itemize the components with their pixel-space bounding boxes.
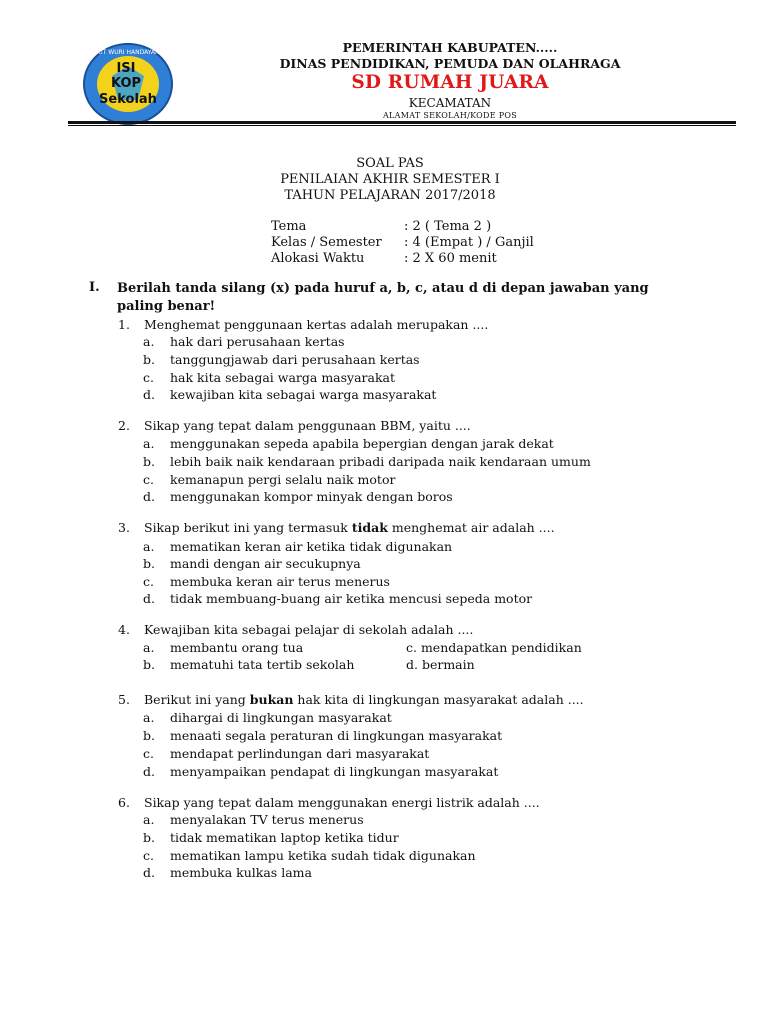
question-stem: Sikap berikut ini yang termasuk tidak menghemat air adalah .... <box>144 520 555 535</box>
question-number: 1. <box>118 317 130 332</box>
exam-title: SOAL PAS <box>356 156 424 171</box>
option-text: menyampaikan pendapat di lingkungan masyarakat <box>170 764 499 779</box>
info-value: : 2 ( Tema 2 ) <box>404 219 492 234</box>
option-letter: b. <box>143 728 155 743</box>
header-district: KECAMATAN <box>408 96 492 110</box>
option-text: menyalakan TV terus menerus <box>170 812 364 827</box>
option-letter: d. <box>143 865 155 880</box>
option-letter: b. <box>143 352 155 367</box>
option[interactable]: d. bermain <box>406 657 475 672</box>
option-text: tidak mematikan laptop ketika tidur <box>170 830 399 845</box>
header-department: DINAS PENDIDIKAN, PEMUDA DAN OLAHRAGA <box>279 56 621 71</box>
school-logo <box>82 42 174 126</box>
option-text: membuka kulkas lama <box>170 865 312 880</box>
question-stem: Menghemat penggunaan kertas adalah merupakan .... <box>144 317 489 332</box>
option-letter: d. <box>143 764 155 779</box>
option-letter: a. <box>143 710 155 725</box>
option-letter: c. <box>143 746 154 761</box>
logo-word-sekolah: Sekolah <box>99 92 157 107</box>
question-stem: Kewajiban kita sebagai pelajar di sekolah adalah .... <box>144 622 474 637</box>
option-letter: a. <box>143 436 155 451</box>
question-stem: Sikap yang tepat dalam penggunaan BBM, yaitu .... <box>144 418 471 433</box>
option-text: membuka keran air terus menerus <box>170 574 390 589</box>
logo-ring-text: TUT WURI HANDAYANI <box>94 49 162 56</box>
info-key: Tema <box>271 219 307 234</box>
info-key: Kelas / Semester <box>271 235 382 250</box>
header-rule-thin <box>68 125 736 126</box>
option-letter: a. <box>143 640 155 655</box>
exam-year: TAHUN PELAJARAN 2017/2018 <box>284 188 496 203</box>
info-value: : 2 X 60 menit <box>404 251 497 266</box>
option-text: mematuhi tata tertib sekolah <box>170 657 355 672</box>
question-number: 3. <box>118 520 130 535</box>
option-letter: b. <box>143 454 155 469</box>
option-letter: b. <box>143 830 155 845</box>
option-letter: b. <box>143 556 155 571</box>
question-number: 2. <box>118 418 130 433</box>
option-text: membantu orang tua <box>170 640 304 655</box>
option-text: menggunakan kompor minyak dengan boros <box>170 489 453 504</box>
section-number: I. <box>89 280 100 295</box>
option-letter: c. <box>143 370 154 385</box>
option-text: menggunakan sepeda apabila bepergian dengan jarak dekat <box>170 436 554 451</box>
logo-word-kop: KOP <box>110 76 142 91</box>
option-text: mendapat perlindungan dari masyarakat <box>170 746 430 761</box>
info-value: : 4 (Empat ) / Ganjil <box>404 235 534 250</box>
option-letter: a. <box>143 334 155 349</box>
option-text: dihargai di lingkungan masyarakat <box>170 710 392 725</box>
question-stem: Berikut ini yang bukan hak kita di lingkungan masyarakat adalah .... <box>144 692 584 707</box>
question-number: 4. <box>118 622 130 637</box>
option-letter: a. <box>143 812 155 827</box>
option-text: tidak membuang-buang air ketika mencusi sepeda motor <box>170 591 533 606</box>
option[interactable]: c. mendapatkan pendidikan <box>406 640 582 655</box>
option-letter: d. <box>143 489 155 504</box>
header-school-name: SD RUMAH JUARA <box>351 72 549 93</box>
header-rule-thick <box>68 121 736 124</box>
option-letter: d. <box>143 387 155 402</box>
question-stem: Sikap yang tepat dalam menggunakan energi listrik adalah .... <box>144 795 540 810</box>
option-letter: a. <box>143 539 155 554</box>
question-number: 5. <box>118 692 130 707</box>
option-text: tanggungjawab dari perusahaan kertas <box>170 352 420 367</box>
option-text: kemanapun pergi selalu naik motor <box>170 472 396 487</box>
option-letter: c. <box>143 848 154 863</box>
option-text: kewajiban kita sebagai warga masyarakat <box>170 387 437 402</box>
option-letter: d. <box>143 591 155 606</box>
section-instruction: Berilah tanda silang (x) pada huruf a, b, c, atau d di depan jawaban yang paling benar! <box>117 281 649 314</box>
option-text: menaati segala peraturan di lingkungan masyarakat <box>170 728 503 743</box>
option-text: lebih baik naik kendaraan pribadi daripada naik kendaraan umum <box>170 454 591 469</box>
option-text: mandi dengan air secukupnya <box>170 556 361 571</box>
option-text: mematikan keran air ketika tidak digunakan <box>170 539 453 554</box>
option-text: mematikan lampu ketika sudah tidak digunakan <box>170 848 476 863</box>
logo-word-isi: ISI <box>116 61 136 76</box>
option-text: hak kita sebagai warga masyarakat <box>170 370 396 385</box>
header-government: PEMERINTAH KABUPATEN..... <box>342 40 558 55</box>
option-letter: c. <box>143 472 154 487</box>
option-text: hak dari perusahaan kertas <box>170 334 345 349</box>
question-number: 6. <box>118 795 130 810</box>
option-letter: b. <box>143 657 155 672</box>
emphasis-word: tidak <box>351 520 388 535</box>
info-key: Alokasi Waktu <box>271 251 365 266</box>
emphasis-word: bukan <box>249 692 294 707</box>
header-address: ALAMAT SEKOLAH/KODE POS <box>382 111 518 120</box>
option-letter: c. <box>143 574 154 589</box>
exam-subtitle: PENILAIAN AKHIR SEMESTER I <box>280 172 500 187</box>
